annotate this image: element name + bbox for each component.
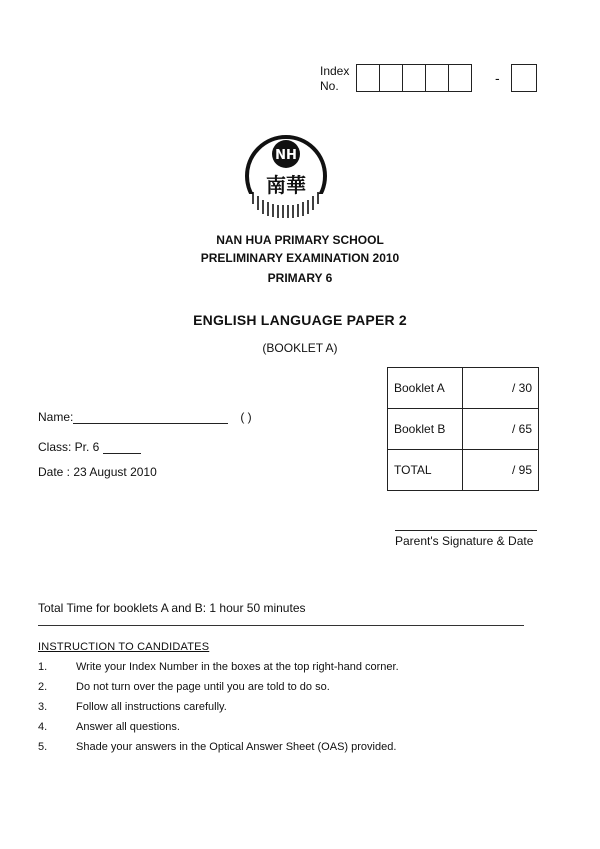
instruction-number: 4.: [38, 721, 48, 733]
school-name: NAN HUA PRIMARY SCHOOL: [216, 233, 384, 247]
list-item: [38, 661, 399, 673]
score-table: [387, 367, 539, 491]
table-row: [388, 409, 539, 450]
instruction-text: Follow all instructions carefully.: [76, 701, 227, 713]
instruction-text: Answer all questions.: [76, 721, 180, 733]
paper-title: ENGLISH LANGUAGE PAPER 2: [193, 312, 407, 328]
instruction-text: Shade your answers in the Optical Answer Sheet (OAS) provided.: [76, 741, 397, 753]
class-line: [103, 442, 141, 454]
score-value: / 95: [463, 450, 539, 491]
crest-chinese-name: 南華: [266, 173, 306, 197]
list-item: [38, 721, 180, 733]
instruction-number: 1.: [38, 661, 48, 673]
level-title: PRIMARY 6: [267, 271, 333, 285]
index-dash: -: [495, 70, 500, 86]
instruction-number: 3.: [38, 701, 48, 713]
class-label: Class: Pr. 6: [38, 440, 100, 454]
instruction-text: Write your Index Number in the boxes at the top right-hand corner.: [76, 661, 399, 673]
class-field: [38, 440, 141, 454]
index-digit-box: [425, 64, 449, 92]
booklet-label: (BOOKLET A): [262, 341, 338, 355]
table-row: [388, 450, 539, 491]
index-number-label: Index No.: [320, 64, 350, 93]
exam-title: PRELIMINARY EXAMINATION 2010: [200, 251, 400, 265]
signature-line: [395, 530, 537, 531]
crest-initials: NH: [275, 148, 297, 163]
divider: [38, 625, 524, 626]
index-digit-box: [379, 64, 403, 92]
name-line: [73, 412, 228, 424]
date-field: Date : 23 August 2010: [38, 465, 157, 479]
score-value: / 65: [463, 409, 539, 450]
instruction-number: 2.: [38, 681, 48, 693]
instruction-number: 5.: [38, 741, 48, 753]
index-digit-box: [356, 64, 380, 92]
total-time: Total Time for booklets A and B: 1 hour 50 minutes: [38, 601, 306, 615]
instructions-title: INSTRUCTION TO CANDIDATES: [38, 641, 210, 653]
name-field: [38, 410, 252, 424]
score-value: / 30: [463, 368, 539, 409]
instruction-text: Do not turn over the page until you are told to do so.: [76, 681, 330, 693]
index-digit-box: [511, 64, 537, 92]
index-digit-box: [402, 64, 426, 92]
name-label: Name:: [38, 410, 74, 424]
table-row: [388, 368, 539, 409]
index-number-boxes: [356, 64, 471, 92]
list-item: [38, 681, 330, 693]
register-number-paren: ( ): [240, 410, 252, 424]
school-crest-icon: [245, 130, 327, 222]
list-item: [38, 701, 227, 713]
score-label: TOTAL: [388, 450, 463, 491]
index-digit-box: [448, 64, 472, 92]
score-label: Booklet B: [388, 409, 463, 450]
list-item: [38, 741, 396, 753]
signature-label: Parent's Signature & Date: [395, 534, 534, 548]
score-label: Booklet A: [388, 368, 463, 409]
